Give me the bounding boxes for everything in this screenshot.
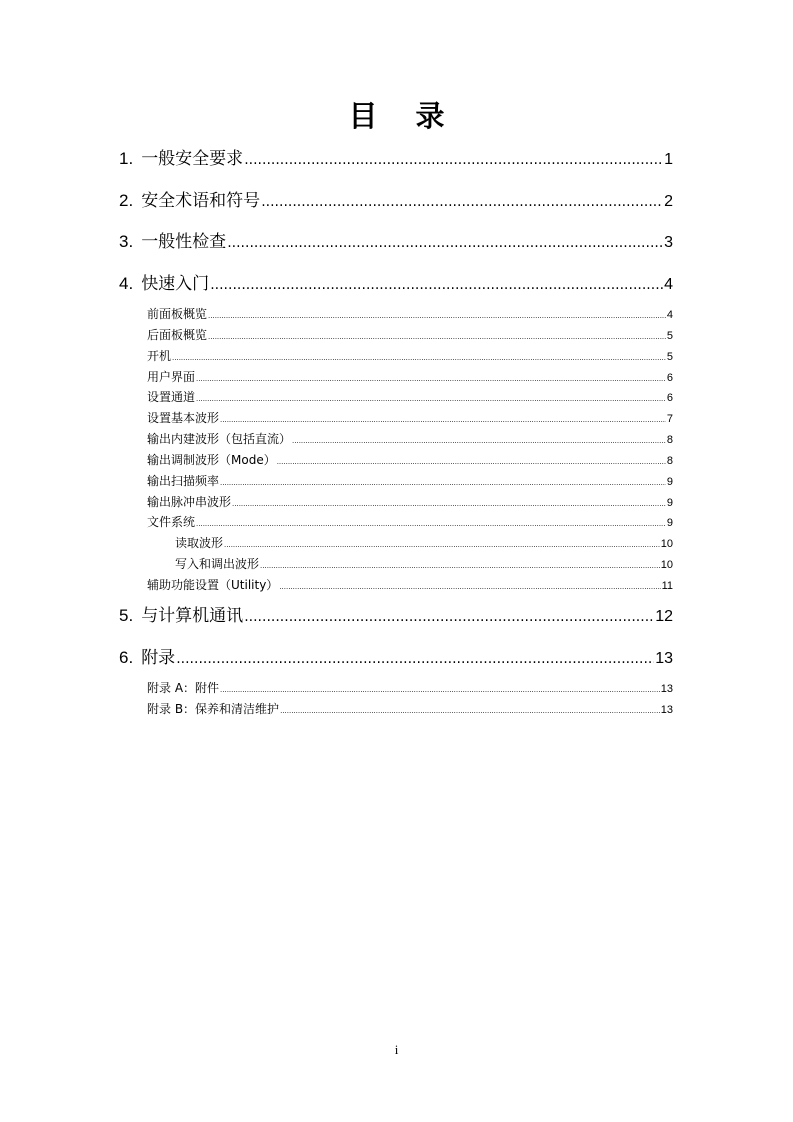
toc-entry-page: 4: [664, 276, 673, 293]
dot-leader: [292, 433, 666, 449]
toc-entry-page: 6: [666, 372, 673, 384]
toc-entry-label: 后面板概览: [147, 328, 208, 342]
toc-entry-label: 设置基本波形: [147, 411, 220, 425]
toc-entry-utility-settings[interactable]: [147, 577, 673, 595]
toc-entry-write-recall-waveform[interactable]: [175, 556, 673, 574]
toc-entry-page: 6: [666, 392, 673, 404]
toc-entry-number: 5.: [119, 606, 134, 625]
dot-leader: [210, 274, 663, 296]
toc-entry-label: 输出脉冲串波形: [147, 495, 232, 509]
toc-entry-number: 2.: [119, 191, 134, 210]
toc-entry-pc-communication[interactable]: [119, 605, 673, 628]
toc-entry-page: 2: [664, 193, 673, 210]
toc-entry-label: 前面板概览: [147, 307, 208, 321]
toc-entry-label: 附录 A：附件: [147, 681, 220, 695]
toc-entry-number: 3.: [119, 232, 134, 251]
dot-leader: [172, 350, 666, 366]
toc-entry-page: 5: [666, 330, 673, 342]
toc-entry-page: 12: [655, 608, 673, 625]
toc-entry-label: 安全术语和符号: [141, 191, 261, 211]
toc-entry-label: 一般安全要求: [141, 149, 244, 169]
dot-leader: [220, 412, 666, 428]
dot-leader: [208, 329, 666, 345]
toc-entry-page: 4: [666, 309, 673, 321]
toc-entry-page: 13: [660, 704, 673, 716]
dot-leader: [176, 648, 654, 670]
dot-leader: [277, 454, 666, 470]
toc-entry-label: 文件系统: [147, 515, 196, 529]
dot-leader: [196, 516, 666, 532]
toc-entry-safety-terms[interactable]: [119, 190, 673, 213]
toc-entry-appendix[interactable]: [119, 647, 673, 670]
toc-entry-page: 13: [660, 683, 673, 695]
toc-entry-page: 9: [666, 476, 673, 488]
toc-entry-number: 4.: [119, 274, 134, 293]
toc-entry-label: 用户界面: [147, 370, 196, 384]
toc-entry-number: 6.: [119, 648, 134, 667]
toc-entry-sweep-frequency[interactable]: [147, 473, 673, 491]
dot-leader: [261, 191, 663, 213]
toc-entry-page: 11: [661, 580, 673, 592]
toc-entry-quick-start[interactable]: [119, 273, 673, 296]
dot-leader: [224, 537, 660, 553]
toc-entry-page: 7: [666, 413, 673, 425]
toc-entry-label: 设置通道: [147, 390, 196, 404]
toc-entry-label: 快速入门: [141, 274, 210, 294]
dot-leader: [196, 371, 666, 387]
dot-leader: [220, 475, 666, 491]
toc-entry-label: 输出扫描频率: [147, 474, 220, 488]
dot-leader: [279, 579, 660, 595]
dot-leader: [260, 558, 660, 574]
toc-entry-page: 3: [664, 234, 673, 251]
toc-entry-page: 10: [660, 559, 673, 571]
toc-entry-page: 9: [666, 517, 673, 529]
toc-entry-general-safety[interactable]: [119, 148, 673, 171]
dot-leader: [208, 308, 666, 324]
toc-entry-label: 与计算机通讯: [141, 606, 244, 626]
toc-entry-modulated-waveform[interactable]: [147, 452, 673, 470]
toc-entry-label: 输出调制波形（Mode）: [147, 453, 276, 467]
toc-entry-number: 1.: [119, 149, 134, 168]
page-number: i: [394, 1042, 399, 1057]
toc-entry-page: 9: [666, 497, 673, 509]
toc-entry-page: 13: [655, 650, 673, 667]
dot-leader: [244, 606, 654, 628]
toc-entry-appendix-a[interactable]: [147, 680, 673, 698]
dot-leader: [280, 703, 660, 719]
page-title: 目 录: [348, 99, 459, 133]
dot-leader: [244, 149, 663, 171]
toc-entry-builtin-waveform[interactable]: [147, 431, 673, 449]
toc-entry-label: 开机: [147, 349, 172, 363]
dot-leader: [220, 682, 660, 698]
toc-entry-basic-waveform[interactable]: [147, 410, 673, 428]
toc-entry-page: 1: [664, 151, 673, 168]
toc-entry-burst-waveform[interactable]: [147, 494, 673, 512]
toc-entry-page: 5: [666, 351, 673, 363]
dot-leader: [227, 232, 663, 254]
toc-entry-power-on[interactable]: [147, 348, 673, 366]
toc-entry-channel-setup[interactable]: [147, 389, 673, 407]
toc-entry-label: 一般性检查: [141, 232, 227, 252]
toc-entry-label: 读取波形: [175, 536, 224, 550]
toc-entry-label: 输出内建波形（包括直流）: [147, 432, 292, 446]
toc-entry-label: 写入和调出波形: [175, 557, 260, 571]
toc-entry-page: 8: [666, 455, 673, 467]
toc-entry-general-inspection[interactable]: [119, 231, 673, 254]
toc-entry-file-system[interactable]: [147, 514, 673, 532]
toc-entry-page: 8: [666, 434, 673, 446]
toc-entry-appendix-b[interactable]: [147, 701, 673, 719]
dot-leader: [232, 496, 666, 512]
toc-entry-user-interface[interactable]: [147, 369, 673, 387]
toc-entry-label: 附录: [141, 648, 176, 668]
dot-leader: [196, 391, 666, 407]
toc-entry-front-panel[interactable]: [147, 306, 673, 324]
toc-entry-page: 10: [660, 538, 673, 550]
toc-entry-rear-panel[interactable]: [147, 327, 673, 345]
toc-entry-label: 辅助功能设置（Utility）: [147, 578, 279, 592]
toc-entry-label: 附录 B：保养和清洁维护: [147, 702, 280, 716]
toc-entry-read-waveform[interactable]: [175, 535, 673, 553]
